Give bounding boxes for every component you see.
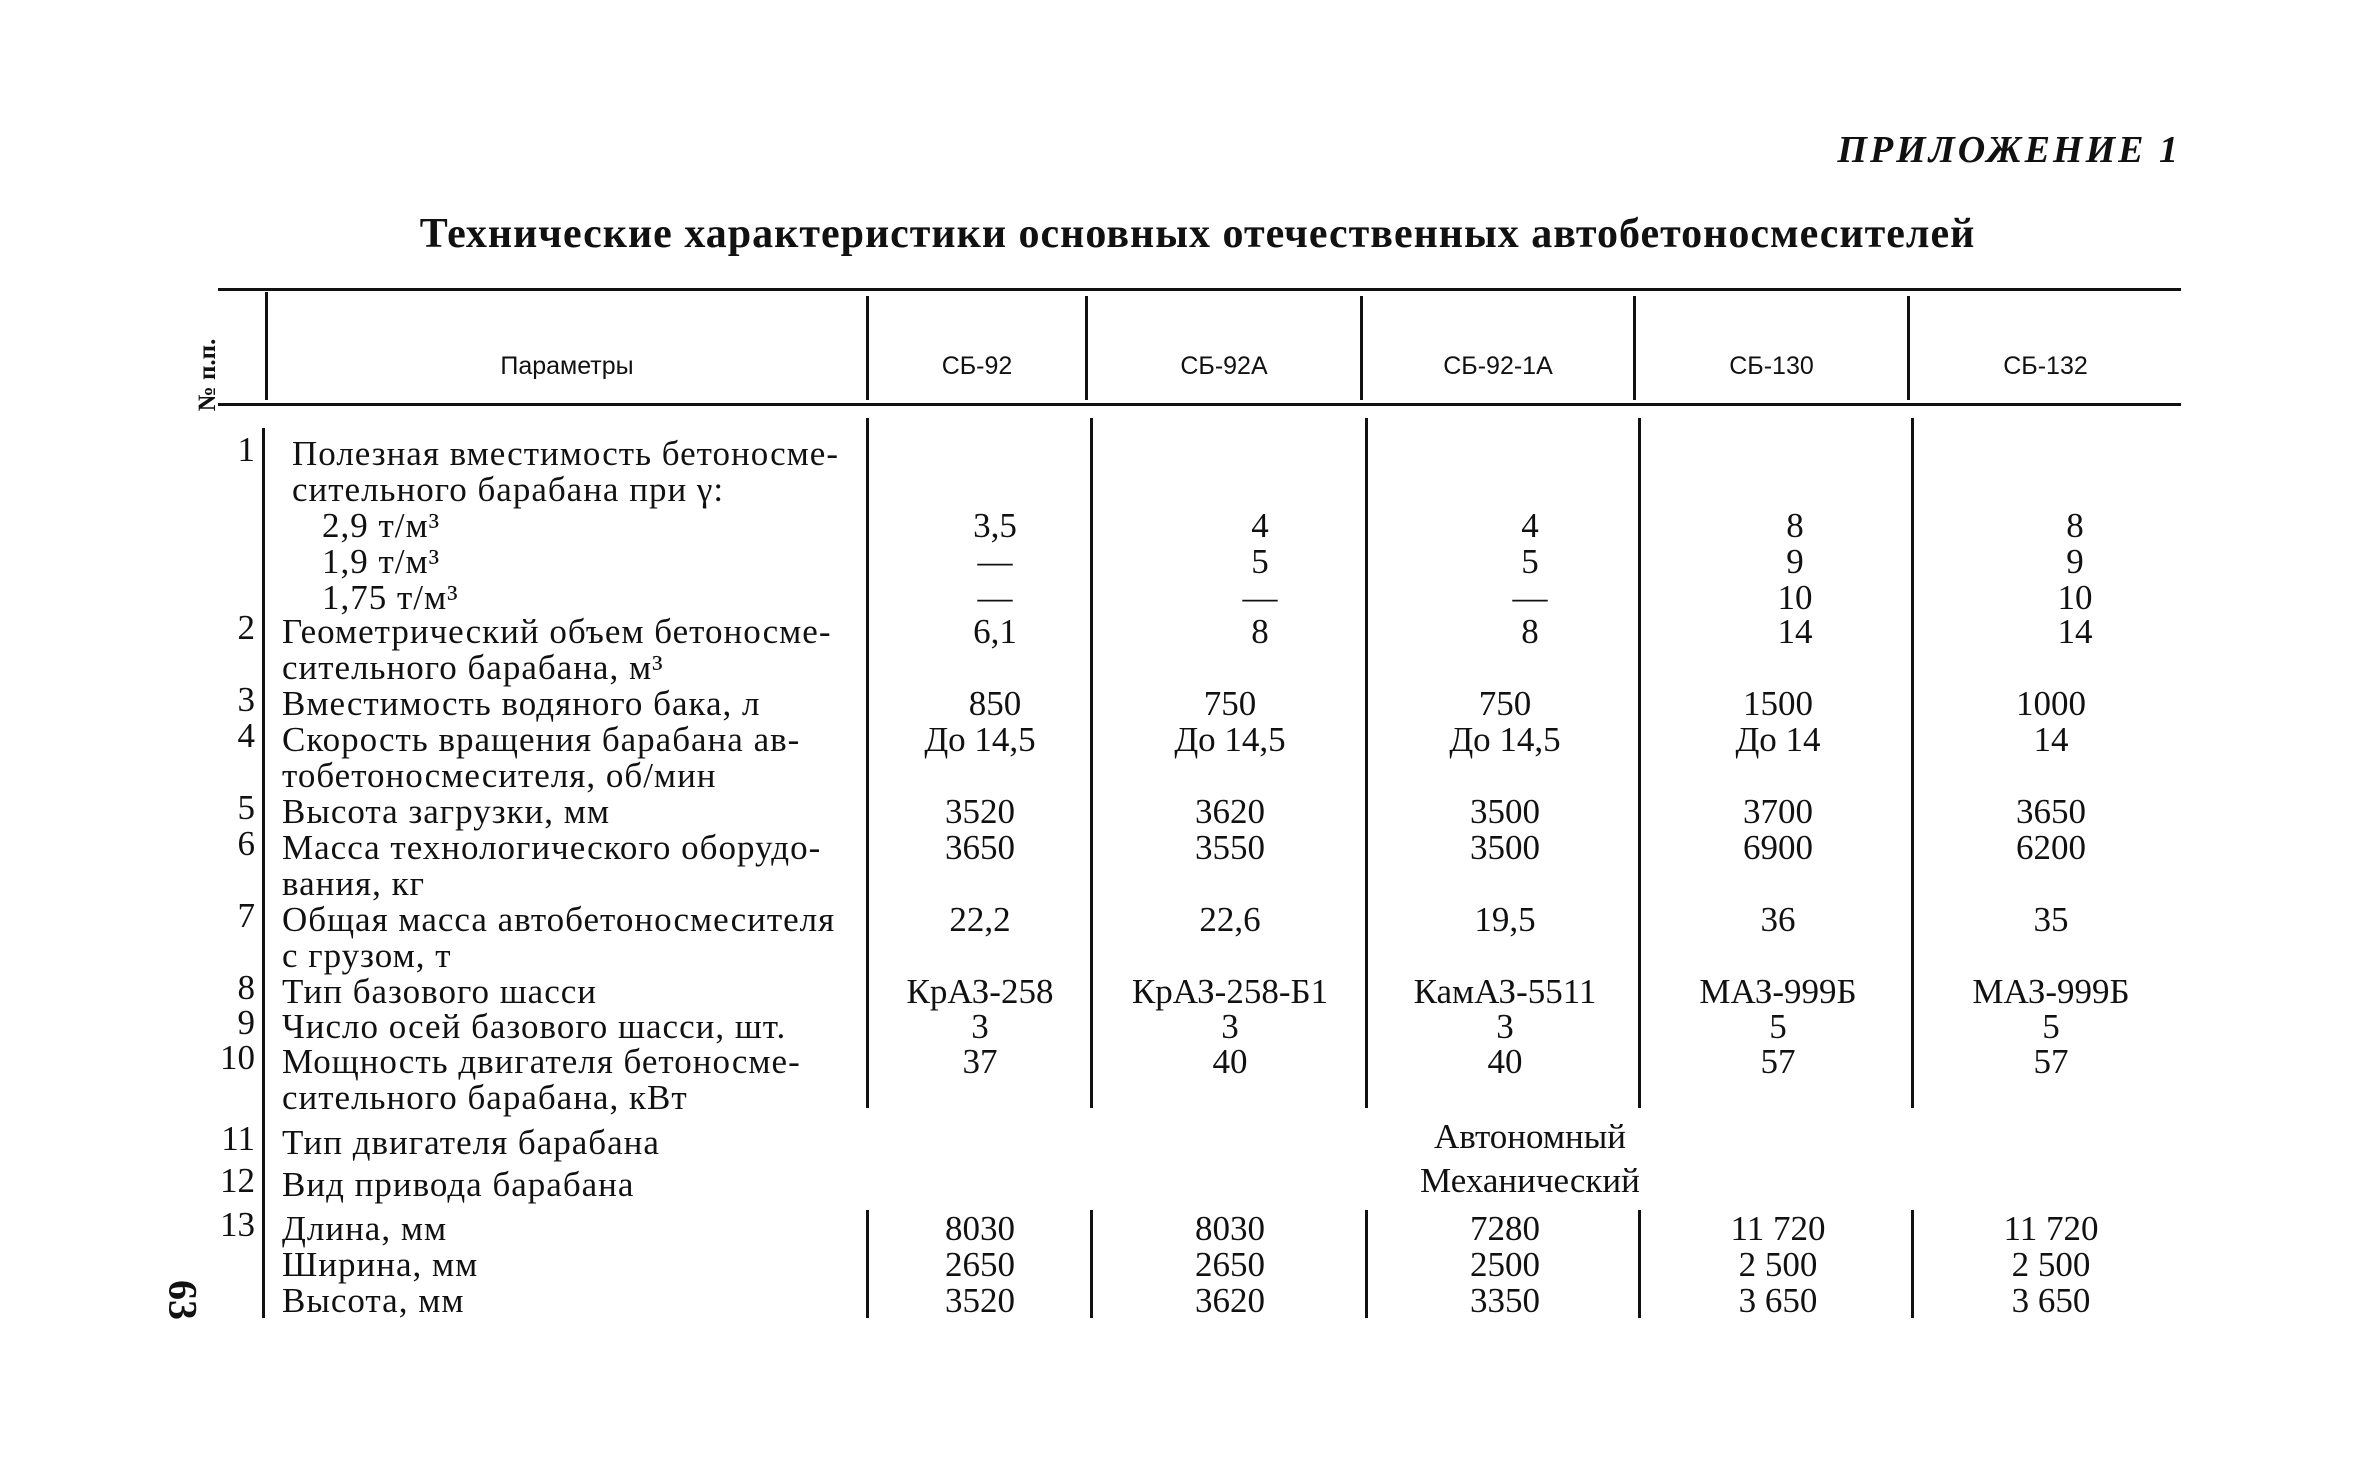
value-cell: 1000 xyxy=(2016,684,2086,723)
value-cell: 8 xyxy=(2066,506,2084,545)
header-model-sb130: СБ-130 xyxy=(1729,352,1814,380)
param-line: Мощность двигателя бетоносме- xyxy=(282,1042,801,1081)
value-cell: 5 xyxy=(2042,1007,2060,1046)
value-cell: 57 xyxy=(2033,1042,2069,1081)
value-cell: 35 xyxy=(2033,900,2069,939)
value-cell: 3620 xyxy=(1195,792,1265,831)
value-cell: 850 xyxy=(968,684,1022,723)
value-cell: 3500 xyxy=(1470,792,1540,831)
value-cell: 3650 xyxy=(2016,792,2086,831)
param-line: Ширина, мм xyxy=(282,1245,479,1284)
param-line: Скорость вращения барабана ав- xyxy=(282,720,801,759)
value-cell: 14 xyxy=(2057,612,2093,651)
table-title: Технические характеристики основных отечественных автобетоносмесителей xyxy=(419,211,1976,257)
value-cell: КамАЗ-5511 xyxy=(1413,972,1597,1011)
value-cell: 3520 xyxy=(945,792,1015,831)
value-cell: 8 xyxy=(1786,506,1804,545)
header-separator xyxy=(866,296,869,400)
value-cell: 6200 xyxy=(2016,828,2086,867)
param-line: сительного барабана, кВт xyxy=(282,1078,688,1117)
value-cell: До 14,5 xyxy=(924,720,1036,759)
row-number: 8 xyxy=(237,968,255,1007)
value-cell: 22,2 xyxy=(949,900,1011,939)
header-model-sb132: СБ-132 xyxy=(2003,352,2088,380)
param-line: Длина, мм xyxy=(282,1209,448,1248)
value-cell: 3 650 xyxy=(1738,1281,1818,1320)
param-line: Геометрический объем бетоносме- xyxy=(282,612,832,651)
value-cell: МАЗ-999Б xyxy=(1699,972,1857,1011)
value-cell: 22,6 xyxy=(1199,900,1261,939)
row-number: 6 xyxy=(237,824,255,863)
merged-value-cell: Автономный xyxy=(1434,1117,1626,1156)
value-cell: 5 xyxy=(1769,1007,1787,1046)
value-cell: 4 xyxy=(1251,506,1269,545)
header-bottom-rule xyxy=(218,403,2181,406)
value-cell: — xyxy=(1242,578,1278,617)
param-line: Полезная вместимость бетоносме- xyxy=(292,434,839,473)
table-top-rule xyxy=(218,288,2181,291)
body-separator xyxy=(1911,1210,1914,1318)
param-subline: 1,9 т/м³ xyxy=(322,542,441,581)
param-line: с грузом, т xyxy=(282,936,452,975)
value-cell: 14 xyxy=(1777,612,1813,651)
value-cell: 8 xyxy=(1251,612,1269,651)
value-cell: 5 xyxy=(1251,542,1269,581)
value-cell: 2 500 xyxy=(1738,1245,1818,1284)
value-cell: 2650 xyxy=(1195,1245,1265,1284)
value-cell: — xyxy=(977,578,1013,617)
value-cell: 3620 xyxy=(1195,1281,1265,1320)
header-separator xyxy=(1633,296,1636,400)
param-line: вания, кг xyxy=(282,864,426,903)
body-separator-num xyxy=(262,428,265,1318)
row-number: 4 xyxy=(237,716,255,755)
value-cell: 6,1 xyxy=(973,612,1017,651)
row-number: 2 xyxy=(237,608,255,647)
value-cell: 8030 xyxy=(945,1209,1015,1248)
param-line: Высота загрузки, мм xyxy=(282,792,611,831)
param-line: Вместимость водяного бака, л xyxy=(282,684,761,723)
value-cell: 14 xyxy=(2033,720,2069,759)
value-cell: 11 720 xyxy=(1730,1209,1826,1248)
row-number: 7 xyxy=(237,896,255,935)
value-cell: 2500 xyxy=(1470,1245,1540,1284)
page-number-text: 63 xyxy=(160,1280,206,1320)
value-cell: КрАЗ-258 xyxy=(906,972,1054,1011)
param-line: сительного барабана при γ: xyxy=(292,470,725,509)
value-cell: 3650 xyxy=(945,828,1015,867)
header-model-sb92-1a: СБ-92-1А xyxy=(1443,352,1553,380)
body-separator xyxy=(1090,1210,1093,1318)
row-number: 10 xyxy=(220,1038,255,1077)
param-line: Число осей базового шасси, шт. xyxy=(282,1007,787,1046)
param-subline: 1,75 т/м³ xyxy=(322,578,459,617)
param-line: Тип базового шасси xyxy=(282,972,597,1011)
value-cell: 4 xyxy=(1521,506,1539,545)
value-cell: 3700 xyxy=(1743,792,1813,831)
value-cell: 40 xyxy=(1212,1042,1248,1081)
value-cell: 8030 xyxy=(1195,1209,1265,1248)
value-cell: 57 xyxy=(1760,1042,1796,1081)
body-separator xyxy=(1365,1210,1368,1318)
value-cell: До 14,5 xyxy=(1174,720,1286,759)
value-cell: 8 xyxy=(1521,612,1539,651)
value-cell: 40 xyxy=(1487,1042,1523,1081)
value-cell: 3350 xyxy=(1470,1281,1540,1320)
param-line: Тип двигателя барабана xyxy=(282,1123,660,1162)
param-line: Общая масса автобетоносмесителя xyxy=(282,900,836,939)
header-num-label: № п.п. xyxy=(194,338,221,412)
row-number: 1 xyxy=(237,430,255,469)
value-cell: 3 xyxy=(971,1007,989,1046)
param-line: Высота, мм xyxy=(282,1281,465,1320)
header-separator xyxy=(1907,296,1910,400)
value-cell: — xyxy=(977,542,1013,581)
value-cell: МАЗ-999Б xyxy=(1972,972,2130,1011)
value-cell: КрАЗ-258-Б1 xyxy=(1131,972,1329,1011)
param-line: тобетоносмесителя, об/мин xyxy=(282,756,717,795)
row-number: 12 xyxy=(220,1161,255,1200)
param-line: Вид привода барабана xyxy=(282,1165,635,1204)
value-cell: 3 xyxy=(1496,1007,1514,1046)
row-number: 9 xyxy=(237,1003,255,1042)
value-cell: — xyxy=(1512,578,1548,617)
value-cell: 36 xyxy=(1760,900,1796,939)
value-cell: До 14 xyxy=(1735,720,1821,759)
value-cell: 7280 xyxy=(1470,1209,1540,1248)
value-cell: 3 650 xyxy=(2011,1281,2091,1320)
value-cell: 3500 xyxy=(1470,828,1540,867)
value-cell: 3550 xyxy=(1195,828,1265,867)
value-cell: 9 xyxy=(1786,542,1804,581)
value-cell: 2650 xyxy=(945,1245,1015,1284)
value-cell: 19,5 xyxy=(1474,900,1536,939)
appendix-label: ПРИЛОЖЕНИЕ 1 xyxy=(1837,129,2181,171)
value-cell: До 14,5 xyxy=(1449,720,1561,759)
header-model-sb92: СБ-92 xyxy=(941,352,1013,380)
value-cell: 9 xyxy=(2066,542,2084,581)
value-cell: 6900 xyxy=(1743,828,1813,867)
param-subline: 2,9 т/м³ xyxy=(322,506,441,545)
header-param: Параметры xyxy=(500,352,634,380)
row-number: 11 xyxy=(221,1119,255,1158)
value-cell: 37 xyxy=(962,1042,998,1081)
value-cell: 750 xyxy=(1203,684,1257,723)
value-cell: 3520 xyxy=(945,1281,1015,1320)
value-cell: 10 xyxy=(2057,578,2093,617)
header-separator xyxy=(1085,296,1088,400)
value-cell: 750 xyxy=(1478,684,1532,723)
header-model-sb92a: СБ-92А xyxy=(1180,352,1268,380)
value-cell: 11 720 xyxy=(2003,1209,2099,1248)
param-line: сительного барабана, м³ xyxy=(282,648,664,687)
value-cell: 2 500 xyxy=(2011,1245,2091,1284)
value-cell: 5 xyxy=(1521,542,1539,581)
merged-value-cell: Механический xyxy=(1420,1161,1640,1200)
row-number: 5 xyxy=(237,788,255,827)
header-separator xyxy=(1360,296,1363,400)
value-cell: 3 xyxy=(1221,1007,1239,1046)
value-cell: 10 xyxy=(1777,578,1813,617)
body-separator xyxy=(1638,1210,1641,1318)
value-cell: 1500 xyxy=(1743,684,1813,723)
value-cell: 3,5 xyxy=(973,506,1017,545)
row-number: 13 xyxy=(220,1205,255,1244)
row-number: 3 xyxy=(237,680,255,719)
header-separator xyxy=(265,292,268,400)
param-line: Масса технологического оборудо- xyxy=(282,828,822,867)
